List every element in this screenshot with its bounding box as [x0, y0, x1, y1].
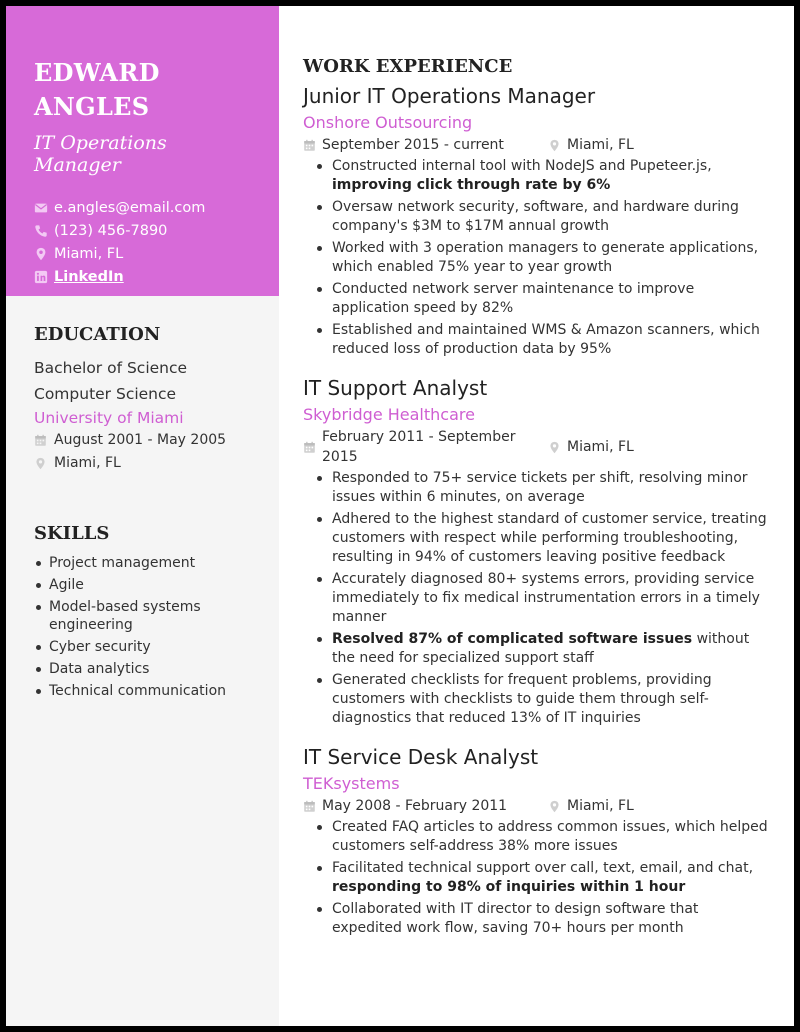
- skill-item: Project management: [34, 554, 259, 572]
- education-dates: [34, 429, 259, 452]
- job-bullet: Conducted network server maintenance to improve application speed by 82%: [315, 280, 770, 318]
- main-column: [279, 6, 794, 1026]
- company-name: TEKsystems: [303, 774, 400, 793]
- calendar-icon: [303, 800, 316, 813]
- skill-item: Cyber security: [34, 638, 259, 656]
- skills-section: [6, 475, 279, 700]
- map-pin-icon: [34, 457, 47, 470]
- envelope-icon: [34, 201, 48, 215]
- job-location: [548, 427, 634, 467]
- company-name: Onshore Outsourcing: [303, 113, 473, 132]
- company-name: Skybridge Healthcare: [303, 405, 475, 424]
- job-meta: [303, 135, 770, 155]
- job-location: [548, 796, 634, 816]
- skill-item: Technical communication: [34, 682, 259, 700]
- school-name: University of Miami: [34, 409, 184, 427]
- contact-location: [34, 242, 259, 265]
- calendar-icon: [303, 139, 316, 152]
- phone-text: (123) 456-7890: [54, 222, 168, 239]
- job-meta: [303, 796, 770, 816]
- job-bullet: Established and maintained WMS & Amazon scanners, which reduced loss of production data by 95%: [315, 321, 770, 359]
- skill-item: Agile: [34, 576, 259, 594]
- name-first: EDWARD: [34, 58, 160, 87]
- job-list: [303, 81, 770, 938]
- bullet-highlight: responding to 98% of inquiries within 1 hour: [332, 879, 686, 895]
- linkedin-icon: [34, 270, 48, 284]
- linkedin-link[interactable]: LinkedIn: [54, 268, 124, 285]
- job-dates-text: February 2011 - September 2015: [322, 429, 516, 465]
- map-pin-icon: [548, 441, 561, 454]
- job-location-text: Miami, FL: [567, 439, 634, 455]
- job-bullet: Accurately diagnosed 80+ systems errors, providing service immediately to fix medical instrumentation errors in a timely manner: [315, 570, 770, 627]
- job-title: IT Support Analyst: [303, 376, 488, 400]
- job-dates: [303, 796, 548, 816]
- bullet-highlight: Resolved 87% of complicated software issues: [332, 631, 693, 647]
- job-dates-text: September 2015 - current: [322, 137, 504, 153]
- job-entry: [303, 742, 770, 938]
- resume-page: [6, 6, 794, 1026]
- contact-list: [34, 196, 259, 288]
- phone-icon: [34, 224, 48, 238]
- field-of-study: Computer Science: [34, 385, 177, 403]
- bullet-highlight: improving click through rate by 6%: [332, 177, 611, 193]
- location-text: Miami, FL: [54, 245, 124, 262]
- job-dates: [303, 135, 548, 155]
- job-location-text: Miami, FL: [567, 137, 634, 153]
- job-location-text: Miami, FL: [567, 798, 634, 814]
- job-title: IT Service Desk Analyst: [303, 745, 539, 769]
- job-location: [548, 135, 634, 155]
- job-bullet: Adhered to the highest standard of customer service, treating customers with respect while performing troubleshooting, resulting in 94% of customers leaving positive feedback: [315, 510, 770, 567]
- job-bullet: Generated checklists for frequent problems, providing customers with checklists to guide them through self-diagnostics that reduced 13% of IT inquiries: [315, 671, 770, 728]
- education-location: [34, 452, 259, 475]
- job-bullets: [303, 157, 770, 359]
- job-bullet: Created FAQ articles to address common issues, which helped customers self-address 38% more issues: [315, 818, 770, 856]
- calendar-icon: [303, 441, 316, 454]
- map-pin-icon: [34, 247, 48, 261]
- education-section: [6, 296, 279, 475]
- email-text: e.angles@email.com: [54, 199, 206, 216]
- skills-heading: SKILLS: [34, 523, 110, 544]
- job-bullet: Facilitated technical support over call, text, email, and chat, responding to 98% of inquiries within 1 hour: [315, 859, 770, 897]
- map-pin-icon: [548, 139, 561, 152]
- header-block: [6, 6, 279, 296]
- job-title-header: IT Operations Manager: [34, 132, 167, 176]
- job-meta: [303, 427, 770, 467]
- map-pin-icon: [548, 800, 561, 813]
- job-bullet: Collaborated with IT director to design software that expedited work flow, saving 70+ hours per month: [315, 900, 770, 938]
- degree: Bachelor of Science: [34, 359, 188, 377]
- job-entry: [303, 81, 770, 359]
- job-dates: [303, 427, 548, 467]
- job-bullet: Responded to 75+ service tickets per shift, resolving minor issues within 6 minutes, on average: [315, 469, 770, 507]
- skill-item: Data analytics: [34, 660, 259, 678]
- work-experience-heading: WORK EXPERIENCE: [303, 56, 513, 77]
- job-title: Junior IT Operations Manager: [303, 84, 596, 108]
- job-bullets: [303, 469, 770, 728]
- education-location-text: Miami, FL: [54, 455, 121, 471]
- job-bullet: Resolved 87% of complicated software issues without the need for specialized support staff: [315, 630, 770, 668]
- education-dates-text: August 2001 - May 2005: [54, 432, 227, 448]
- sidebar: [6, 6, 279, 1026]
- job-bullet: Worked with 3 operation managers to generate applications, which enabled 75% year to year growth: [315, 239, 770, 277]
- contact-email[interactable]: [34, 196, 259, 219]
- job-bullet: Constructed internal tool with NodeJS and Pupeteer.js, improving click through rate by 6%: [315, 157, 770, 195]
- name-last: ANGLES: [34, 92, 150, 121]
- skill-item: Model-based systems engineering: [34, 598, 259, 634]
- calendar-icon: [34, 434, 47, 447]
- education-heading: EDUCATION: [34, 324, 161, 345]
- job-bullets: [303, 818, 770, 938]
- job-entry: [303, 373, 770, 728]
- contact-phone[interactable]: [34, 219, 259, 242]
- job-dates-text: May 2008 - February 2011: [322, 798, 508, 814]
- skill-list: [34, 554, 259, 700]
- contact-linkedin[interactable]: [34, 265, 259, 288]
- job-bullet: Oversaw network security, software, and hardware during company's $3M to $17M annual growth: [315, 198, 770, 236]
